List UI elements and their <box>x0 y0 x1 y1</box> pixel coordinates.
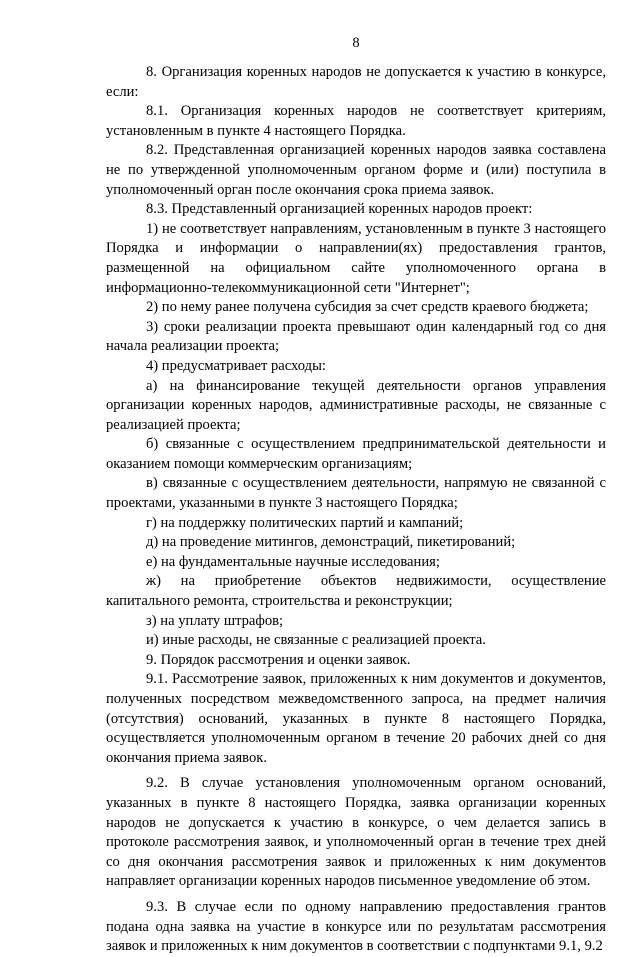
subitem-z: з) на уплату штрафов; <box>146 612 284 629</box>
paragraph-9-2: 9.2. В случае установления уполномоченным органом оснований, указанных в пункте 8 настоящего Порядка, заявка организации коренных народов не допускается к участию в конкурсе, о чем делается запись в протоколе рассмотрения заявок, и уполномоченный орган в течение трех дней со дня окончания рассмотрения заявок и приложенных к ним документов направляет организации коренных народов письменное уведомление об этом. <box>106 775 606 890</box>
paragraph-9: 9. Порядок рассмотрения и оценки заявок. <box>146 651 411 668</box>
subitem-3: 3) сроки реализации проекта превышают один календарный год со дня начала реализации проекта; <box>106 318 606 355</box>
paragraph-8: 8. Организация коренных народов не допускается к участию в конкурсе, если: <box>106 64 606 100</box>
document-body <box>106 63 606 957</box>
subitem-v: в) связанные с осуществлением деятельности, напрямую не связанной с проектами, указанными в пункте 3 настоящего Порядка; <box>106 475 606 512</box>
paragraph-9-1: 9.1. Рассмотрение заявок, приложенных к ним документов и документов, полученных посредством межведомственного запроса, на предмет наличия (отсутствия) оснований, указанных в пункте 8 настоящего Порядка, осуществляется уполномоченным органом в течение 20 рабочих дней со дня окончания приема заявок. <box>106 671 606 766</box>
subitem-g: г) на поддержку политических партий и кампаний; <box>146 514 464 531</box>
subitem-zh: ж) на приобретение объектов недвижимости, осуществление капитального ремонта, строительства и реконструкции; <box>106 573 606 610</box>
paragraph-9-3: 9.3. В случае если по одному направлению предоставления грантов подана одна заявка на участие в конкурсе или по результатам рассмотрения заявок и приложенных к ним документов в соответствии с подпунктами 9.1, 9.2 <box>106 898 606 955</box>
subitem-4: 4) предусматривает расходы: <box>146 357 326 374</box>
paragraph-8-1: 8.1. Организация коренных народов не соответствует критериям, установленным в пункте 4 настоящего Порядка. <box>106 103 606 139</box>
subitem-a: а) на финансирование текущей деятельности органов управления организации коренных народов, административные расходы, не связанные с реализацией проекта; <box>106 377 606 433</box>
subitem-i: и) иные расходы, не связанные с реализацией проекта. <box>146 632 486 649</box>
subitem-d: д) на проведение митингов, демонстраций, пикетирований; <box>146 534 516 551</box>
subitem-1: 1) не соответствует направлениям, установленным в пункте 3 настоящего Порядка и информации о направлении(ях) предоставления грантов, размещенной на официальном сайте уполномоченного органа в информационно-телекоммуникационной сети "Интернет"; <box>106 220 606 296</box>
paragraph-8-2: 8.2. Представленная организацией коренных народов заявка составлена не по утвержденной уполномоченным органом форме и (или) поступила в уполномоченный орган после окончания срока приема заявок. <box>106 142 606 198</box>
subitem-e: е) на фундаментальные научные исследования; <box>146 553 440 570</box>
subitem-b: б) связанные с осуществлением предпринимательской деятельности и оказанием помощи коммерческим организациям; <box>106 436 606 472</box>
paragraph-8-3: 8.3. Представленный организацией коренных народов проект: <box>146 201 533 218</box>
subitem-2: 2) по нему ранее получена субсидия за счет средств краевого бюджета; <box>146 299 589 316</box>
page-number: 8 <box>352 35 360 51</box>
